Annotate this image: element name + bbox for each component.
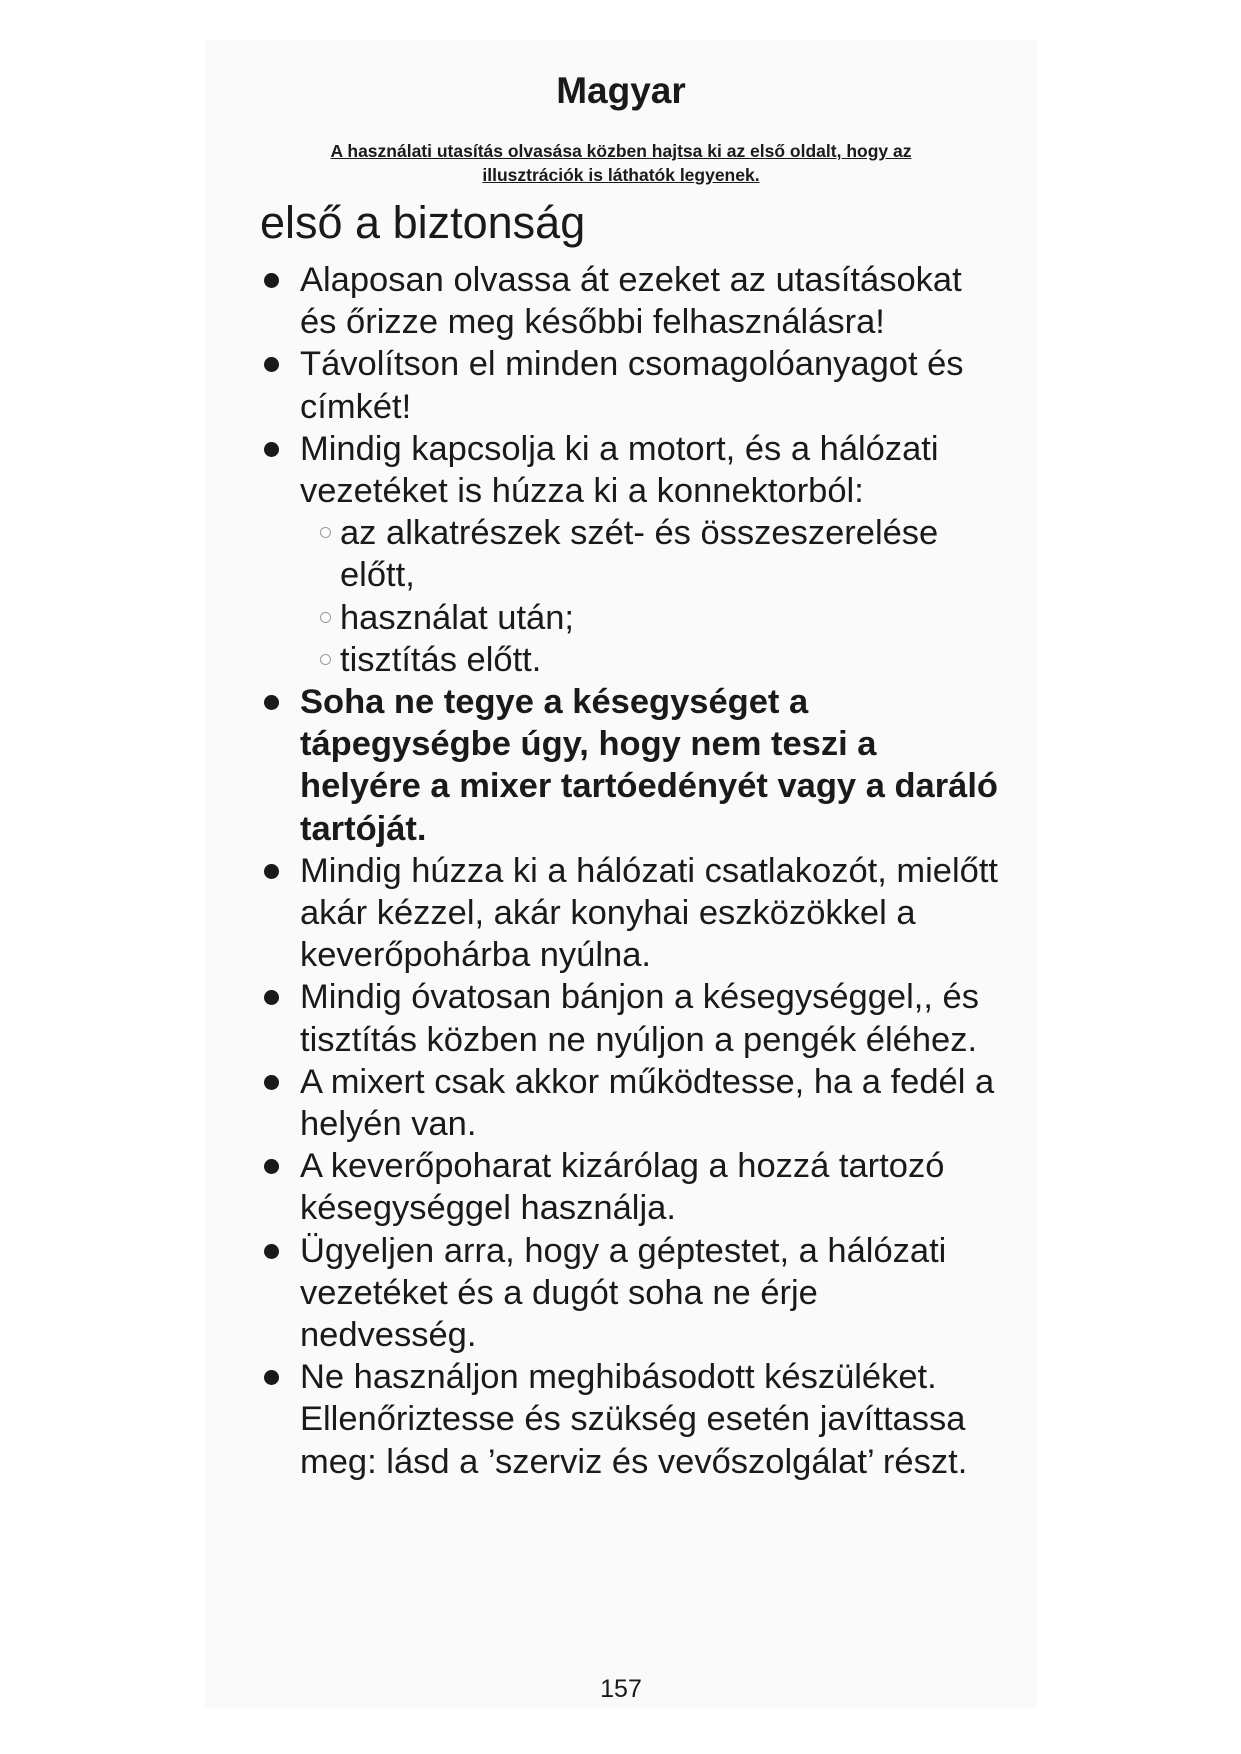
list-item: [262, 1230, 1002, 1357]
section-title: első a biztonság: [260, 197, 586, 248]
bullet-icon: [264, 1370, 279, 1385]
sub-list-item-text: használat után;: [340, 598, 575, 637]
notice-line-1: A használati utasítás olvasása közben hajtsa ki az első oldalt, hogy az: [330, 141, 912, 161]
list-item-text: Alaposan olvassa át ezeket az utasításokat és őrizze meg későbbi felhasználásra!: [300, 261, 962, 342]
circle-bullet-icon: [320, 527, 331, 538]
sub-list-item-text: az alkatrészek szét- és összeszerelése előtt,: [340, 514, 939, 595]
list-item-text: Távolítson el minden csomagolóanyagot és címkét!: [300, 345, 964, 426]
bullet-icon: [264, 695, 279, 710]
sub-list: [300, 512, 1002, 681]
notice-line-2: illusztrációk is láthatók legyenek.: [482, 165, 760, 185]
sub-list-item: [300, 597, 1002, 639]
foldout-notice: [245, 139, 997, 187]
circle-bullet-icon: [320, 654, 331, 665]
sub-list-item: [300, 512, 1002, 596]
list-item: [262, 428, 1002, 681]
list-item-text-bold: Soha ne tegye a késegységet a tápegységbe úgy, hogy nem teszi a helyére a mixer tartóedényét vagy a daráló tartóját.: [300, 683, 999, 848]
bullet-icon: [264, 1244, 279, 1259]
safety-list: [262, 259, 1002, 1483]
bullet-icon: [264, 1075, 279, 1090]
bullet-icon: [264, 273, 279, 288]
list-item-text: Mindig húzza ki a hálózati csatlakozót, mielőtt akár kézzel, akár konyhai eszközökkel a keverőpohárba nyúlna.: [300, 851, 999, 975]
bullet-icon: [264, 864, 279, 879]
list-item-text: Mindig óvatosan bánjon a késegységgel,, és tisztítás közben ne nyúljon a pengék éléhez.: [300, 978, 979, 1059]
bullet-icon: [264, 1159, 279, 1174]
list-item: [262, 1061, 1002, 1145]
list-item: [262, 1145, 1002, 1229]
list-item-text: A keverőpoharat kizárólag a hozzá tartozó késegységgel használja.: [300, 1147, 945, 1228]
list-item: [262, 976, 1002, 1060]
list-item-text: Ne használjon meghibásodott készüléket. Ellenőriztesse és szükség esetén javíttassa meg: lásd a ’szerviz és vevőszolgálat’ részt.: [300, 1358, 968, 1481]
bullet-icon: [264, 990, 279, 1005]
sub-list-item-text: tisztítás előtt.: [340, 640, 542, 679]
page-number: 157: [600, 1675, 642, 1703]
list-item: [262, 343, 1002, 427]
language-heading: Magyar: [556, 70, 686, 111]
sub-list-item: [300, 639, 1002, 681]
bullet-icon: [264, 442, 279, 457]
list-item: [262, 681, 1002, 850]
list-item: [262, 259, 1002, 343]
list-item: [262, 1356, 1002, 1483]
list-item-text: Ügyeljen arra, hogy a géptestet, a hálózati vezetéket és a dugót soha ne érje nedvesség.: [300, 1231, 947, 1355]
list-item-text: Mindig kapcsolja ki a motort, és a hálózati vezetéket is húzza ki a konnektorból:: [300, 429, 939, 511]
list-item: [262, 850, 1002, 977]
bullet-icon: [264, 357, 279, 372]
list-item-text: A mixert csak akkor működtesse, ha a fedél a helyén van.: [300, 1062, 995, 1144]
circle-bullet-icon: [320, 612, 331, 623]
